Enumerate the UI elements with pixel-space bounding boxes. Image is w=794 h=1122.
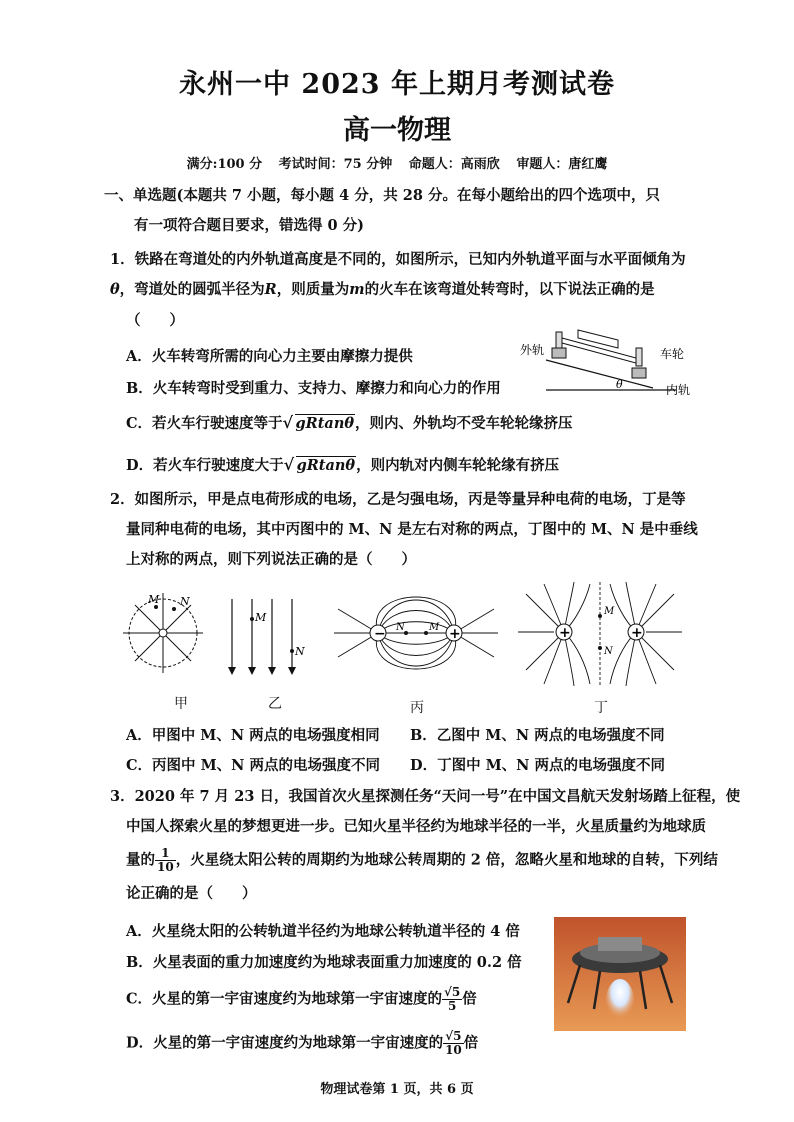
- q2-option-a[interactable]: A．甲图中 M、N 两点的电场强度相同: [126, 727, 380, 744]
- yi-label-m: M: [255, 611, 267, 624]
- q3-option-a[interactable]: A．火星绕太阳的公转轨道半径约为地球公转轨道半径的 4 倍: [126, 923, 520, 940]
- yi-label-n: N: [295, 645, 305, 658]
- q1-option-a[interactable]: A．火车转弯所需的向心力主要由摩擦力提供: [126, 348, 413, 365]
- q1-text-a: ，弯道处的圆弧半径为: [119, 281, 265, 298]
- q3-stem-line4: 论正确的是（ ）: [126, 885, 257, 902]
- q1-text-c: 的火车在该弯道处转弯时，以下说法正确的是: [364, 281, 655, 298]
- q3-d-den: 10: [445, 1043, 462, 1057]
- sqrt-symbol: [283, 415, 356, 432]
- banked-track-figure: [518, 318, 698, 398]
- exam-subject: 高一物理: [343, 115, 451, 146]
- q1-option-d[interactable]: [126, 454, 559, 475]
- q3-c-fraction: [442, 986, 462, 1013]
- jia-label-m: M: [148, 593, 160, 606]
- q1-m: m: [349, 281, 365, 298]
- q3-d-fraction: [443, 1030, 464, 1057]
- field-figure-yi: [222, 597, 312, 677]
- q3-c-den: 5: [447, 999, 457, 1013]
- q2-stem-line2: 量同种电荷的电场，其中丙图中的 M、N 是左右对称的两点，丁图中的 M、N 是中垂线: [126, 521, 698, 538]
- exam-title: 永州一中 2023 年上期月考测试卷: [179, 69, 615, 100]
- caption-bing: 丙: [410, 700, 424, 716]
- jia-label-n: N: [180, 595, 190, 608]
- q1-text-b: ，则质量为: [276, 281, 350, 298]
- meta-time: 考试时间：75 分钟: [278, 157, 393, 172]
- bing-label-n: N: [396, 622, 405, 633]
- q1-d-tail: ，则内轨对内侧车轮轮缘有挤压: [356, 457, 560, 474]
- mars-lander-image: [554, 917, 686, 1031]
- section-heading-line2: 有一项符合题目要求，错选得 0 分): [134, 217, 365, 234]
- q3-text-b: ，火星绕太阳公转的周期约为地球公转周期的 2 倍，忽略火星和地球的自转，下列结: [175, 851, 718, 869]
- q1-d-radicand: gRtanθ: [296, 457, 356, 474]
- meta-reviewer: 审题人：唐红鹰: [516, 157, 608, 172]
- exam-meta: [0, 153, 794, 172]
- q3-d-num: √5: [443, 1030, 464, 1044]
- label-inner-rail: 内轨: [666, 383, 691, 397]
- q1-R: R: [264, 281, 277, 298]
- q3-fraction: [155, 847, 176, 874]
- q3-stem-line3: [126, 847, 718, 874]
- q1-theta: θ: [110, 281, 120, 298]
- caption-jia: 甲: [174, 696, 188, 712]
- q2-stem-line1: 2．如图所示，甲是点电荷形成的电场，乙是匀强电场，丙是等量异种电荷的电场，丁是等: [110, 491, 686, 508]
- q3-stem-line1: 3．2020 年 7 月 23 日，我国首次火星探测任务“天问一号”在中国文昌航天发射场踏上征程，使: [110, 788, 741, 805]
- field-figure-bing: [332, 583, 500, 687]
- ding-positive-charge-right: +: [631, 625, 643, 641]
- meta-score: 满分:100 分: [186, 157, 263, 172]
- sqrt-symbol: [284, 457, 357, 474]
- q3-d-tail: 倍: [463, 1034, 479, 1052]
- q3-frac-num: 1: [155, 847, 176, 861]
- bing-negative-charge: −: [374, 626, 386, 642]
- field-figure-jia: [118, 585, 208, 675]
- q1-option-c[interactable]: [126, 412, 573, 433]
- q3-option-c[interactable]: [126, 986, 477, 1013]
- q3-frac-den: 10: [157, 860, 174, 874]
- label-wheel: 车轮: [660, 347, 685, 361]
- q3-option-b[interactable]: B．火星表面的重力加速度约为地球表面重力加速度的 0.2 倍: [126, 954, 522, 971]
- caption-yi: 乙: [268, 696, 282, 712]
- q1-d-text: D．若火车行驶速度大于: [126, 457, 284, 474]
- q1-c-tail: ，则内、外轨均不受车轮轮缘挤压: [355, 415, 573, 432]
- ding-label-m: M: [604, 606, 615, 617]
- q2-option-d[interactable]: D．丁图中 M、N 两点的电场强度不同: [410, 757, 665, 774]
- ding-label-n: N: [604, 646, 613, 657]
- page-footer: 物理试卷第 1 页，共 6 页: [320, 1082, 474, 1097]
- bing-label-m: M: [429, 622, 440, 633]
- meta-author: 命题人：高雨欣: [408, 157, 500, 172]
- q2-stem-line3: 上对称的两点，则下列说法正确的是（ ）: [126, 551, 416, 568]
- q1-option-b[interactable]: B．火车转弯时受到重力、支持力、摩擦力和向心力的作用: [126, 380, 501, 397]
- q2-option-c[interactable]: C．丙图中 M、N 两点的电场强度不同: [126, 757, 380, 774]
- bing-positive-charge: +: [449, 626, 461, 642]
- q2-option-b[interactable]: B．乙图中 M、N 两点的电场强度不同: [410, 727, 665, 744]
- label-angle: θ: [616, 378, 623, 391]
- label-outer-rail: 外轨: [520, 343, 545, 357]
- q1-answer-blank: （ ）: [126, 312, 184, 329]
- ding-positive-charge-left: +: [559, 625, 571, 641]
- q3-text-a: 量的: [126, 851, 155, 869]
- q3-c-num: √5: [444, 985, 461, 999]
- q3-d-text: D．火星的第一宇宙速度约为地球第一宇宙速度的: [126, 1034, 444, 1052]
- q1-stem-line2: [110, 280, 655, 300]
- field-figure-ding: [516, 580, 684, 688]
- caption-ding: 丁: [594, 700, 608, 716]
- q3-c-tail: 倍: [462, 990, 477, 1008]
- q3-stem-line2: 中国人探索火星的梦想更进一步。已知火星半径约为地球半径的一半，火星质量约为地球质: [126, 818, 706, 835]
- q3-c-text: C．火星的第一宇宙速度约为地球第一宇宙速度的: [126, 990, 443, 1008]
- q3-option-d[interactable]: [126, 1030, 478, 1057]
- q1-stem-line1: 1．铁路在弯道处的内外轨道高度是不同的，如图所示，已知内外轨道平面与水平面倾角为: [110, 251, 686, 268]
- q1-c-text: C．若火车行驶速度等于: [126, 415, 283, 432]
- q1-c-radicand: gRtanθ: [295, 415, 355, 432]
- section-heading-line1: 一、单选题(本题共 7 小题，每小题 4 分，共 28 分。在每小题给出的四个选项中，只: [104, 187, 661, 204]
